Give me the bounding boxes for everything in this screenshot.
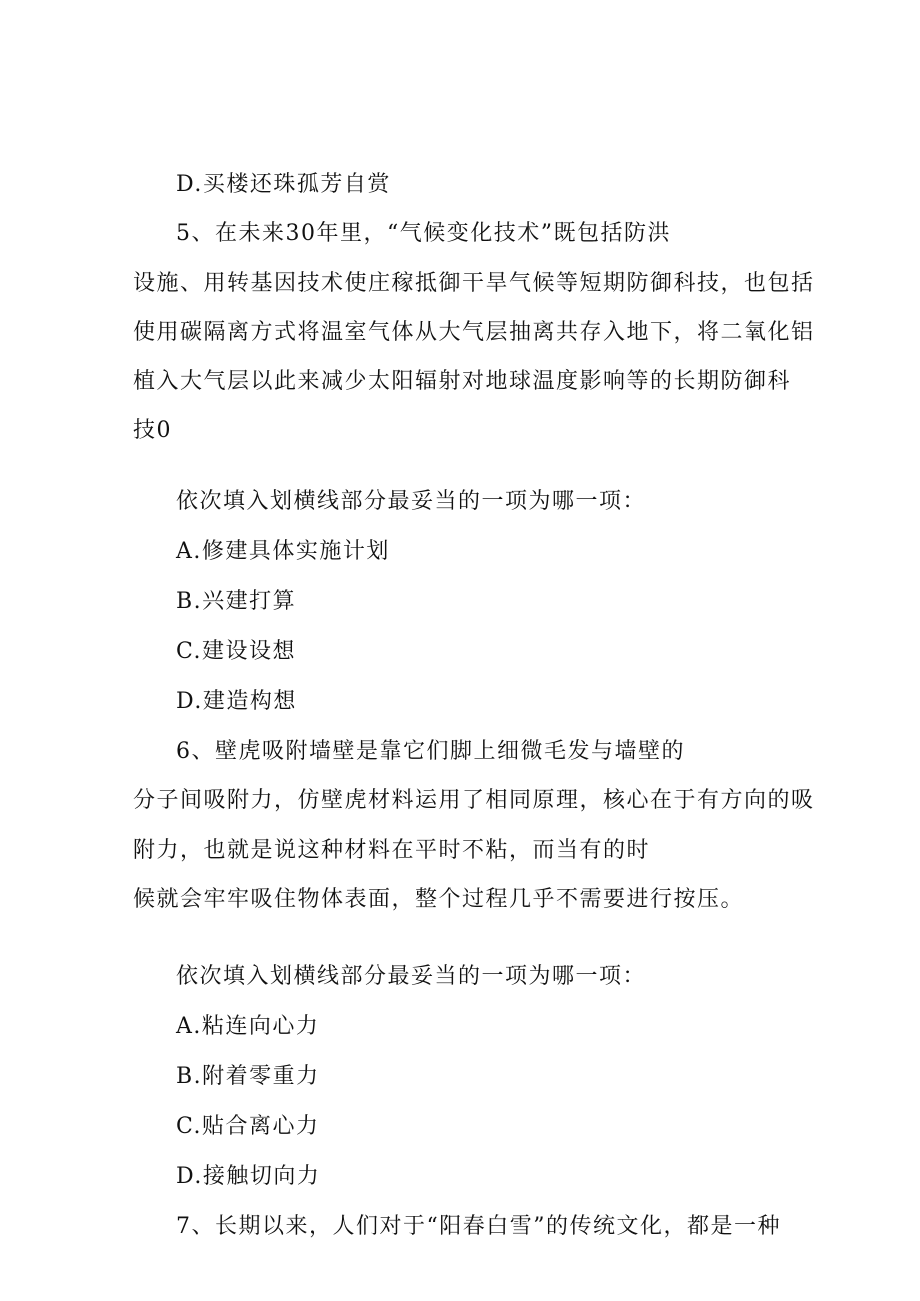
q5-line-2: 设施、用转基因技术使庄稼抵御干旱气候等短期防御科技，也包括 <box>133 271 815 296</box>
q5-line-3: 使用碳隔离方式将温室气体从大气层抽离共存入地下，将二氧化铝 <box>133 320 815 345</box>
q5-option-c: C.建设设想 <box>176 639 297 664</box>
q5-option-d: D.建造构想 <box>176 689 297 714</box>
q6-prompt: 依次填入划横线部分最妥当的一项为哪一项： <box>176 964 647 989</box>
q5-line-4: 植入大气层以此来减少太阳辐射对地球温度影响等的长期防御科 <box>133 369 792 394</box>
q5-line-1: 5、在未来30年里，“气候变化技术”既包括防洪 <box>176 221 671 246</box>
q6-option-c: C.贴合离心力 <box>176 1114 320 1139</box>
q5-line-5: 技0 <box>133 418 172 443</box>
q6-option-d: D.接触切向力 <box>176 1164 321 1189</box>
q6-option-a: A.粘连向心力 <box>176 1014 320 1039</box>
q5-option-a: A.修建具体实施计划 <box>176 539 390 564</box>
q7-line-1: 7、长期以来，人们对于“阳春白雪”的传统文化，都是一种 <box>176 1214 781 1239</box>
q5-prompt: 依次填入划横线部分最妥当的一项为哪一项： <box>176 489 647 514</box>
q6-line-4: 候就会牢牢吸住物体表面，整个过程几乎不需要进行按压。 <box>133 887 745 912</box>
q4-option-d: D.买楼还珠孤芳自赏 <box>176 172 391 197</box>
q6-line-1: 6、壁虎吸附墙壁是靠它们脚上细微毛发与墙壁的 <box>176 739 685 764</box>
q5-option-b: B.兴建打算 <box>176 589 297 614</box>
q6-option-b: B.附着零重力 <box>176 1064 320 1089</box>
q6-line-3: 附力，也就是说这种材料在平时不粘，而当有的时 <box>133 838 651 863</box>
q6-line-2: 分子间吸附力，仿壁虎材料运用了相同原理，核心在于有方向的吸 <box>133 788 815 813</box>
